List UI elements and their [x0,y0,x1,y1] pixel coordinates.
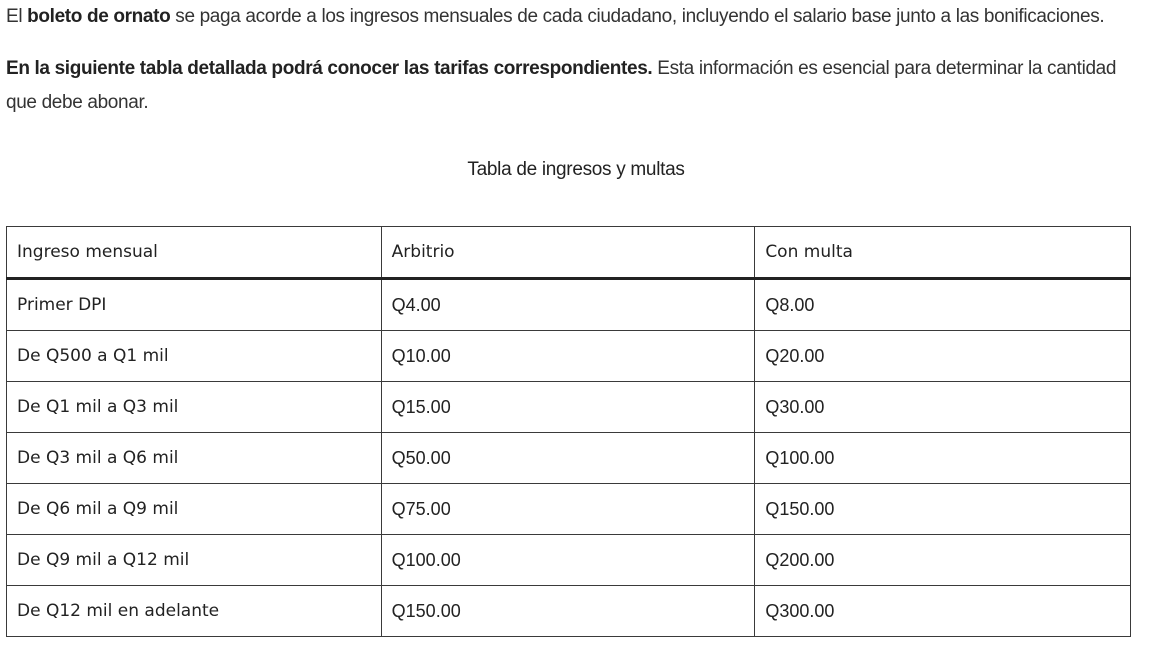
cell-con-multa: Q20.00 [755,331,1131,382]
cell-con-multa: Q200.00 [755,535,1131,586]
article-body [6,0,1146,184]
header-con-multa: Con multa [755,227,1131,279]
table-header-row [7,227,1131,279]
header-ingreso-mensual: Ingreso mensual [7,227,382,279]
table-row [7,382,1131,433]
intro-p2-bold: En la siguiente tabla detallada podrá conocer las tarifas correspondientes. [6,58,653,79]
header-arbitrio: Arbitrio [381,227,755,279]
table-row [7,484,1131,535]
table-row [7,535,1131,586]
cell-ingreso: De Q6 mil a Q9 mil [7,484,382,535]
cell-ingreso: De Q9 mil a Q12 mil [7,535,382,586]
cell-ingreso: De Q1 mil a Q3 mil [7,382,382,433]
table-caption: Tabla de ingresos y multas [467,159,685,180]
cell-con-multa: Q8.00 [755,279,1131,331]
cell-ingreso: De Q3 mil a Q6 mil [7,433,382,484]
cell-ingreso: Primer DPI [7,279,382,331]
cell-con-multa: Q300.00 [755,586,1131,637]
table-row [7,279,1131,331]
intro-p1-prefix: El [6,6,28,27]
table-row [7,331,1131,382]
cell-arbitrio: Q15.00 [381,382,755,433]
rates-table [6,226,1131,637]
cell-ingreso: De Q500 a Q1 mil [7,331,382,382]
intro-paragraph-1 [6,0,1146,34]
cell-con-multa: Q30.00 [755,382,1131,433]
cell-arbitrio: Q75.00 [381,484,755,535]
cell-con-multa: Q100.00 [755,433,1131,484]
intro-paragraph-2 [6,52,1146,120]
table-row [7,433,1131,484]
cell-ingreso: De Q12 mil en adelante [7,586,382,637]
cell-arbitrio: Q150.00 [381,586,755,637]
cell-arbitrio: Q4.00 [381,279,755,331]
intro-p1-bold: boleto de ornato [27,6,171,27]
intro-p1-suffix: se paga acorde a los ingresos mensuales de cada ciudadano, incluyendo el salario base junto a las bonificaciones. [170,6,1105,27]
intro-p2-suffix: Esta información es esencial para determinar la cantidad que debe abonar. [6,58,1117,113]
cell-arbitrio: Q50.00 [381,433,755,484]
cell-con-multa: Q150.00 [755,484,1131,535]
table-row [7,586,1131,637]
cell-arbitrio: Q100.00 [381,535,755,586]
cell-arbitrio: Q10.00 [381,331,755,382]
